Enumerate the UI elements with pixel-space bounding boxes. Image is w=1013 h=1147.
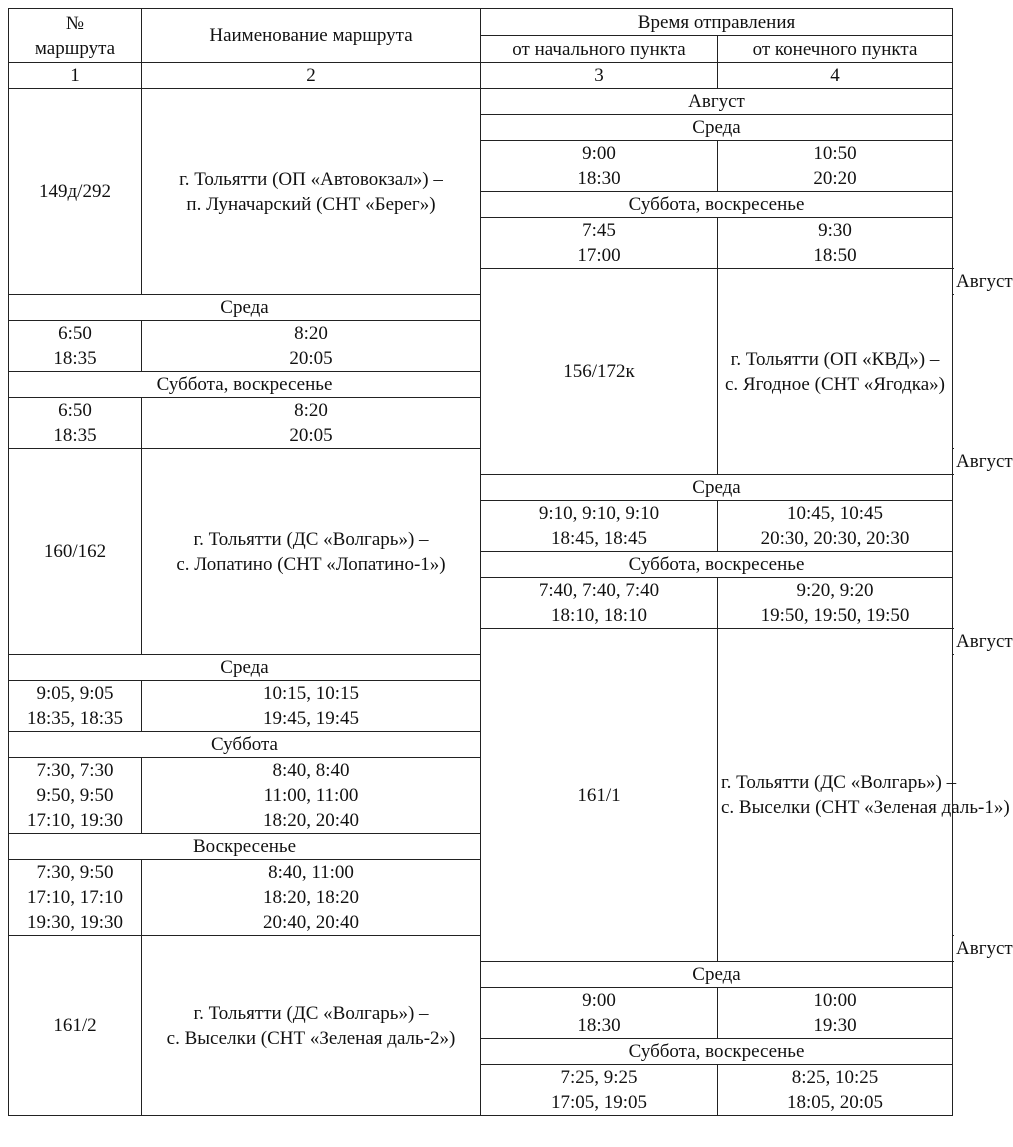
- time-value: 7:30, 9:50: [36, 862, 114, 883]
- time-value: 17:10, 17:10: [26, 887, 124, 908]
- time-value: 20:40, 20:40: [262, 912, 360, 933]
- schedule-table: [8, 8, 1013, 1116]
- times-from-end: [142, 681, 481, 732]
- time-value: 6:50: [58, 400, 92, 421]
- time-value: 18:45, 18:45: [550, 528, 648, 549]
- times-from-end: [718, 218, 953, 269]
- route-name: [142, 89, 481, 295]
- times-from-start: [481, 141, 718, 192]
- time-value: 18:30: [577, 168, 621, 189]
- route-row: 156/172к г. Тольятти (ОП «КВД») – с. Ягодное (СНТ «Ягодка») Август: [9, 269, 953, 295]
- times-from-end: [718, 578, 953, 629]
- time-value: 10:50: [813, 143, 857, 164]
- times-from-end: [142, 758, 481, 834]
- time-value: 10:00: [813, 990, 857, 1011]
- times-from-end: [142, 321, 481, 372]
- route-number: 161/1: [481, 629, 718, 962]
- route-name-line: г. Тольятти (ОП «Автовокзал») –: [179, 168, 443, 190]
- route-name: [718, 629, 1010, 962]
- time-value: 18:20, 20:40: [262, 810, 360, 831]
- time-value: 7:30, 7:30: [36, 760, 114, 781]
- route-name: [142, 449, 481, 655]
- times-from-start: [9, 321, 142, 372]
- route-name-line: п. Луначарский (СНТ «Берег»): [186, 193, 436, 215]
- column-number: 4: [718, 63, 953, 89]
- time-value: 19:50, 19:50, 19:50: [760, 605, 910, 626]
- day-label: Суббота, воскресенье: [481, 1039, 953, 1065]
- time-value: 11:00, 11:00: [263, 785, 359, 806]
- header-from-start: от начального пункта: [481, 36, 718, 63]
- times-from-start: [481, 501, 718, 552]
- route-row: 161/2 г. Тольятти (ДС «Волгарь») – с. Выселки (СНТ «Зеленая даль-2») Август: [9, 936, 953, 962]
- header-row: [9, 9, 953, 36]
- time-value: 19:30, 19:30: [26, 912, 124, 933]
- route-name-line: с. Лопатино (СНТ «Лопатино-1»): [176, 553, 446, 575]
- time-value: 9:20, 9:20: [796, 580, 874, 601]
- route-row: 160/162 г. Тольятти (ДС «Волгарь») – с. Лопатино (СНТ «Лопатино-1») Август: [9, 449, 953, 475]
- day-label: Среда: [481, 475, 953, 501]
- times-from-end: [718, 988, 953, 1039]
- route-number: 160/162: [9, 449, 142, 655]
- time-value: 17:00: [577, 245, 621, 266]
- time-value: 18:35, 18:35: [26, 708, 124, 729]
- day-label: Суббота, воскресенье: [481, 192, 953, 218]
- route-row: [9, 89, 953, 115]
- time-value: 9:00: [582, 143, 616, 164]
- time-value: 6:50: [58, 323, 92, 344]
- column-number: 1: [9, 63, 142, 89]
- time-value: 20:20: [813, 168, 857, 189]
- time-value: 8:40, 11:00: [268, 862, 354, 883]
- time-value: 9:05, 9:05: [36, 683, 114, 704]
- column-number-row: [9, 63, 953, 89]
- month-label: Август: [481, 89, 953, 115]
- time-value: 9:30: [818, 220, 852, 241]
- times-from-end: [718, 1065, 953, 1116]
- route-name-line: с. Выселки (СНТ «Зеленая даль-2»): [166, 1027, 456, 1049]
- route-number: 156/172к: [481, 269, 718, 475]
- header-route-number-line: №: [65, 12, 85, 34]
- day-label: Воскресенье: [9, 834, 481, 860]
- times-from-start: [9, 758, 142, 834]
- time-value: 18:10, 18:10: [550, 605, 648, 626]
- time-value: 7:45: [582, 220, 616, 241]
- time-value: 7:25, 9:25: [560, 1067, 638, 1088]
- day-label: Среда: [9, 655, 481, 681]
- time-value: 18:05, 20:05: [786, 1092, 884, 1113]
- time-value: 19:45, 19:45: [262, 708, 360, 729]
- route-name: [718, 269, 953, 475]
- header-from-end: от конечного пункта: [718, 36, 953, 63]
- times-from-end: [718, 141, 953, 192]
- time-value: 10:15, 10:15: [262, 683, 360, 704]
- time-value: 8:40, 8:40: [272, 760, 350, 781]
- time-value: 18:35: [53, 425, 97, 446]
- column-number: 3: [481, 63, 718, 89]
- times-from-end: [142, 398, 481, 449]
- time-value: 8:20: [294, 400, 328, 421]
- route-name-line: г. Тольятти (ДС «Волгарь») –: [193, 1002, 429, 1024]
- time-value: 18:30: [577, 1015, 621, 1036]
- time-value: 20:30, 20:30, 20:30: [760, 528, 910, 549]
- header-route-name: Наименование маршрута: [142, 9, 481, 63]
- times-from-end: [718, 501, 953, 552]
- time-value: 18:35: [53, 348, 97, 369]
- times-from-start: [481, 218, 718, 269]
- time-value: 9:10, 9:10, 9:10: [538, 503, 660, 524]
- day-label: Среда: [481, 115, 953, 141]
- time-value: 20:05: [289, 348, 333, 369]
- route-name-line: г. Тольятти (ДС «Волгарь») –: [193, 528, 429, 550]
- times-from-start: [9, 860, 142, 936]
- times-from-start: [9, 398, 142, 449]
- times-from-start: [481, 1065, 718, 1116]
- route-name-line: с. Ягодное (СНТ «Ягодка»): [724, 373, 946, 395]
- route-name-line: г. Тольятти (ОП «КВД») –: [730, 348, 940, 370]
- route-number: 161/2: [9, 936, 142, 1116]
- time-value: 9:00: [582, 990, 616, 1011]
- day-label: Суббота, воскресенье: [481, 552, 953, 578]
- time-value: 18:50: [813, 245, 857, 266]
- route-name-line: с. Выселки (СНТ «Зеленая даль-1»): [721, 797, 1010, 818]
- times-from-start: [9, 681, 142, 732]
- times-from-start: [481, 988, 718, 1039]
- route-row: 161/1 г. Тольятти (ДС «Волгарь») – с. Выселки (СНТ «Зеленая даль-1») Август: [9, 629, 953, 655]
- header-route-number-line: маршрута: [34, 37, 116, 59]
- header-departure-time: Время отправления: [481, 9, 953, 36]
- day-label: Суббота: [9, 732, 481, 758]
- route-name-line: г. Тольятти (ДС «Волгарь») –: [721, 772, 957, 793]
- time-value: 18:20, 18:20: [262, 887, 360, 908]
- time-value: 20:05: [289, 425, 333, 446]
- column-number: 2: [142, 63, 481, 89]
- route-number: 149д/292: [9, 89, 142, 295]
- header-route-number: [9, 9, 142, 63]
- time-value: 8:25, 10:25: [791, 1067, 879, 1088]
- time-value: 10:45, 10:45: [786, 503, 884, 524]
- time-value: 17:05, 19:05: [550, 1092, 648, 1113]
- time-value: 9:50, 9:50: [36, 785, 114, 806]
- day-label: Суббота, воскресенье: [9, 372, 481, 398]
- route-name: [142, 936, 481, 1116]
- time-value: 17:10, 19:30: [26, 810, 124, 831]
- schedule-document: [8, 8, 1013, 1116]
- times-from-end: [142, 860, 481, 936]
- day-label: Среда: [481, 962, 953, 988]
- times-from-start: [481, 578, 718, 629]
- time-value: 7:40, 7:40, 7:40: [538, 580, 660, 601]
- day-label: Среда: [9, 295, 481, 321]
- time-value: 8:20: [294, 323, 328, 344]
- time-value: 19:30: [813, 1015, 857, 1036]
